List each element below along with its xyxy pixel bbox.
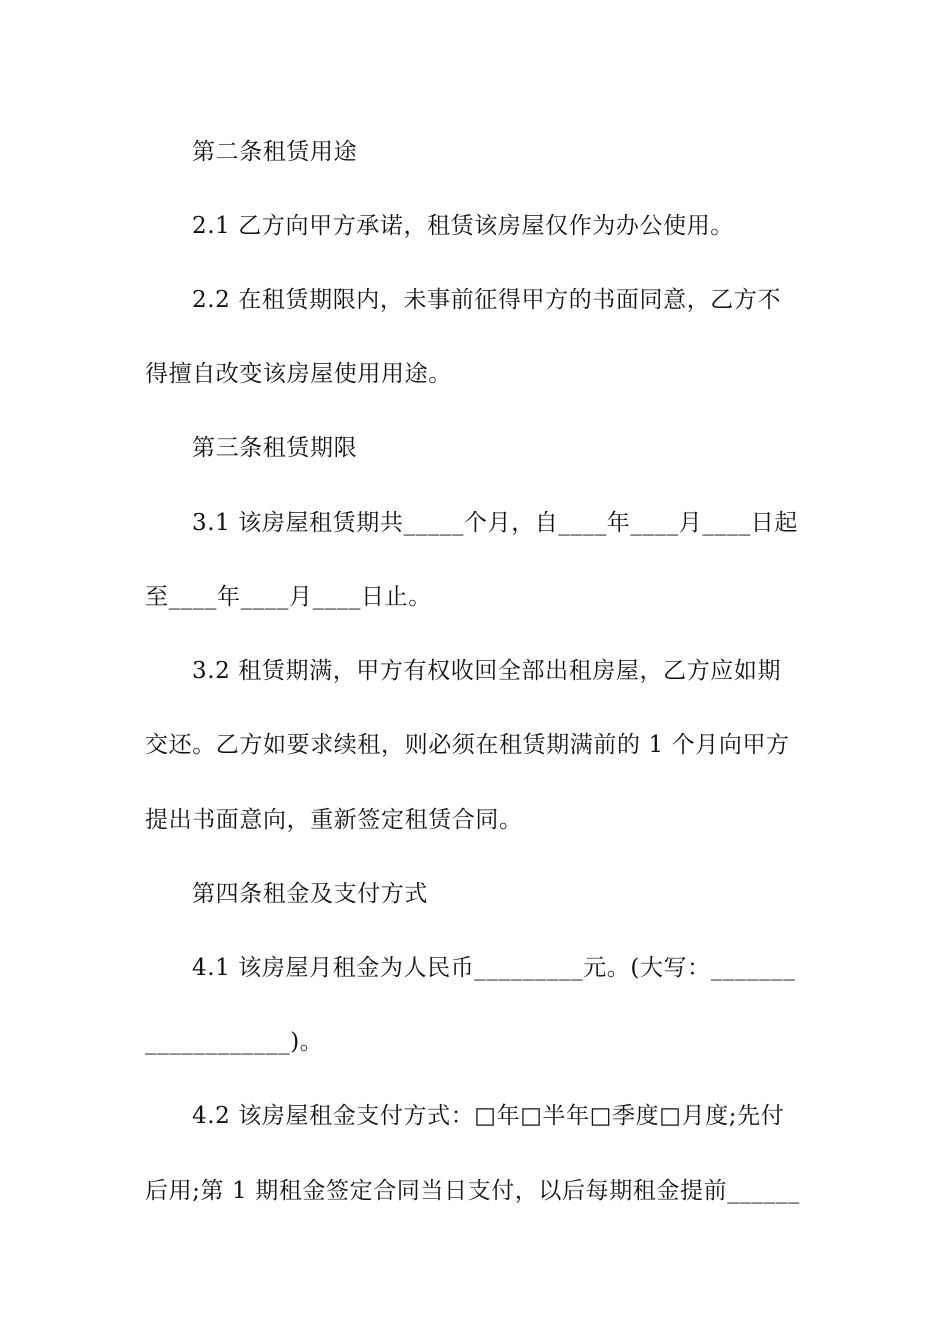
clause-4-2: 4.2 该房屋租金支付方式：□年□半年□季度□月度;先付 bbox=[192, 1103, 785, 1129]
clause-4-1: 4.1 该房屋月租金为人民币_________元。(大写：_______ bbox=[192, 955, 796, 981]
clause-4-1-continued: ____________)。 bbox=[145, 1029, 324, 1055]
clause-3-2-continued: 交还。乙方如要求续租，则必须在租赁期满前的 1 个月向甲方 bbox=[145, 732, 790, 758]
clause-2-2-continued: 得擅自改变该房屋使用用途。 bbox=[145, 361, 452, 387]
clause-3-1: 3.1 该房屋租赁期共_____个月，自____年____月____日起 bbox=[192, 510, 798, 536]
section-heading-article-3: 第三条租赁期限 bbox=[192, 435, 358, 461]
section-heading-article-4: 第四条租金及支付方式 bbox=[192, 881, 428, 907]
clause-2-1: 2.1 乙方向甲方承诺，租赁该房屋仅作为办公使用。 bbox=[192, 213, 734, 239]
clause-3-1-continued: 至____年____月____日止。 bbox=[145, 584, 432, 610]
section-heading-article-2: 第二条租赁用途 bbox=[192, 139, 358, 165]
clause-4-2-continued: 后用;第 1 期租金签定合同当日支付，以后每期租金提前______ bbox=[145, 1178, 800, 1204]
clause-3-2-continued-2: 提出书面意向，重新签定租赁合同。 bbox=[145, 807, 523, 833]
clause-2-2: 2.2 在租赁期限内，未事前征得甲方的书面同意，乙方不 bbox=[192, 287, 782, 313]
clause-3-2: 3.2 租赁期满，甲方有权收回全部出租房屋，乙方应如期 bbox=[192, 658, 782, 684]
